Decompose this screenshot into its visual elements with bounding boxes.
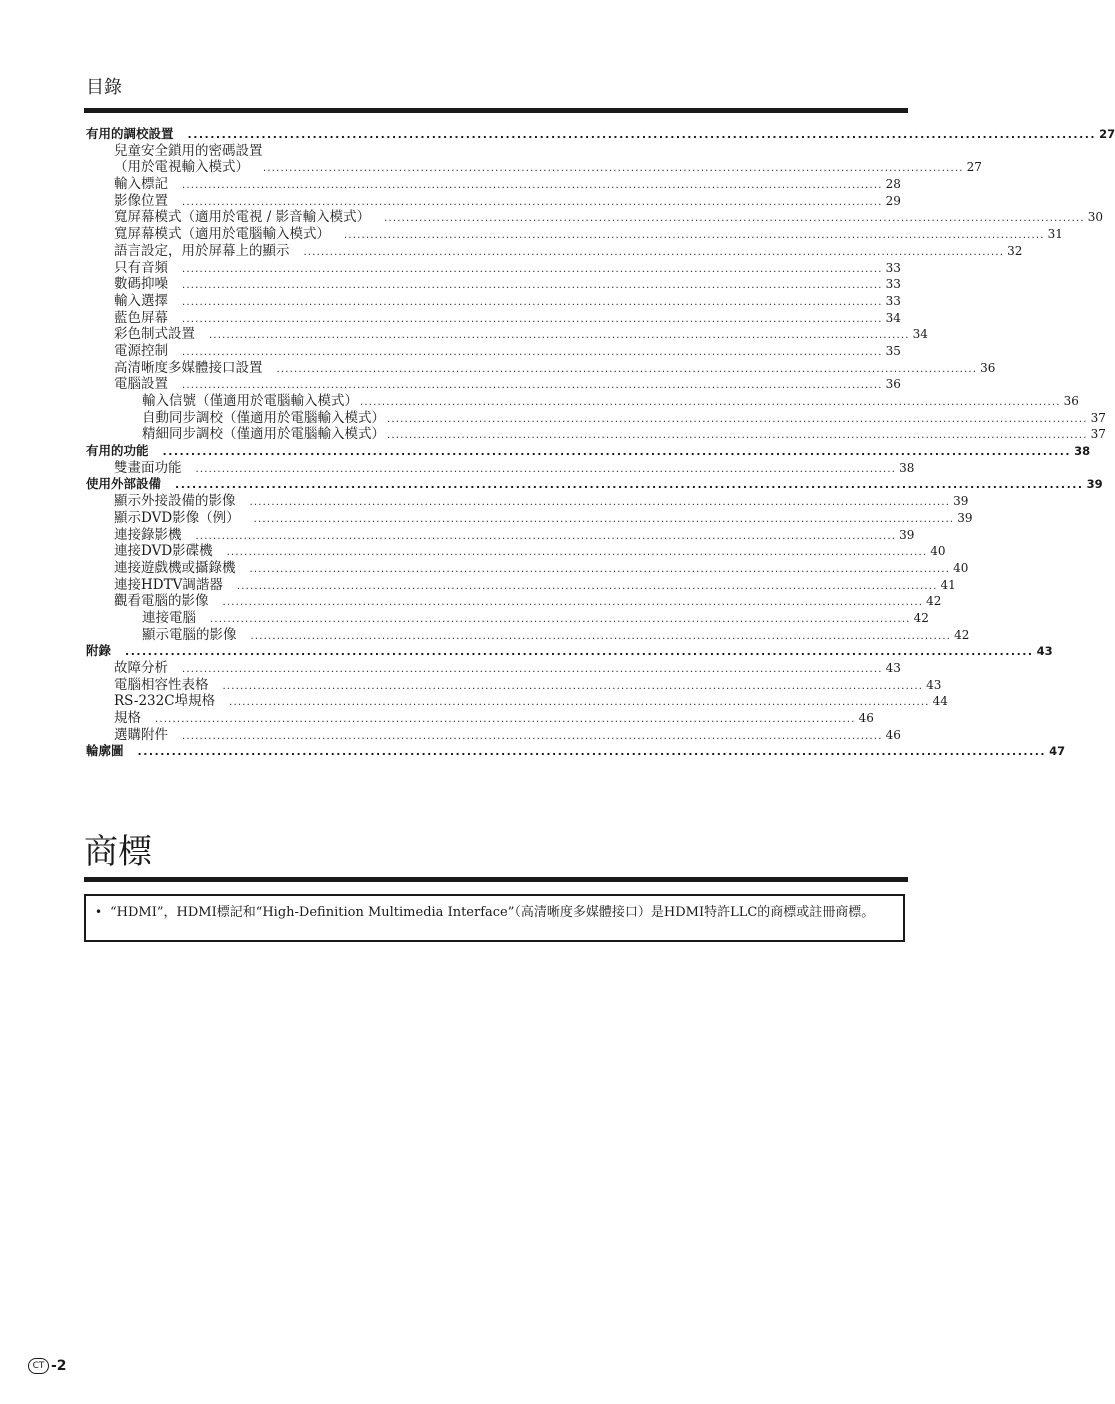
toc-dot-leader: ................................................................................................................................................................	[344, 230, 1045, 242]
toc-entry	[86, 192, 901, 210]
toc-dot-leader: ................................................................................................................................................................	[162, 445, 1072, 459]
toc-dot-leader: ................................................................................................................................................................	[263, 163, 964, 175]
toc-entry-title: 故障分析	[114, 660, 168, 676]
toc-entry	[86, 693, 948, 710]
toc-entry	[86, 292, 901, 310]
toc-entry	[86, 509, 973, 527]
toc-dot-leader: ................................................................................................................................................................	[210, 613, 911, 625]
toc-entry-title: 雙畫面功能	[114, 459, 182, 476]
toc-dot-leader: ................................................................................................................................................................	[195, 463, 897, 475]
toc-dot-leader: ................................................................................................................................................................	[182, 313, 883, 325]
toc-entry-title: 輸入標記	[114, 176, 168, 193]
toc-dot-leader: ................................................................................................................................................................	[182, 380, 883, 392]
toc-dot-leader: ................................................................................................................................................................	[222, 680, 924, 692]
toc-dot-leader: ................................................................................................................................................................	[303, 246, 1005, 258]
toc-entry-page: 30	[1087, 210, 1104, 225]
toc-entry-page: 35	[885, 343, 901, 358]
toc-entry-page: 33	[885, 277, 901, 292]
toc-heading-rule	[84, 108, 908, 113]
toc-entry	[86, 576, 956, 594]
toc-dot-leader: ................................................................................................................................................................	[182, 730, 883, 742]
toc-entry	[86, 426, 1106, 443]
toc-entry-title: 只有音頻	[114, 259, 168, 276]
toc-entry	[86, 359, 996, 377]
toc-dot-leader: ................................................................................................................................................................	[182, 664, 883, 675]
toc-entry-title: 兒童安全鎖用的密碼設置	[114, 142, 263, 159]
toc-entry-title: 精細同步調校（僅適用於電腦輸入模式）	[142, 426, 385, 443]
toc-entry-page: 38	[899, 460, 915, 475]
toc-entry	[86, 593, 942, 610]
toc-entry-page: 37	[1090, 427, 1106, 442]
toc-entry	[86, 526, 915, 544]
toc-entry-page: 33	[885, 260, 901, 275]
toc-entry-page: 36	[980, 360, 996, 375]
toc-dot-leader: ................................................................................................................................................................	[229, 697, 930, 709]
toc-entry-title: 輸入選擇	[114, 292, 168, 309]
toc-entry	[86, 476, 1103, 493]
toc-dot-leader: ................................................................................................................................................................	[236, 580, 938, 592]
trademark-notice-box	[84, 894, 905, 942]
toc-dot-leader: ................................................................................................................................................................	[182, 263, 883, 275]
toc-entry-title: 電腦相容性表格	[114, 676, 209, 693]
language-badge: CT	[28, 1358, 49, 1374]
toc-entry-page: 43	[1036, 644, 1053, 659]
toc-entry	[86, 660, 901, 677]
toc-entry-title: 選購附件	[114, 726, 168, 743]
toc-entry	[86, 342, 901, 360]
toc-dot-leader: ................................................................................................................................................................	[137, 745, 1047, 759]
toc-dot-leader: ................................................................................................................................................................	[360, 397, 1061, 408]
toc-entry	[86, 743, 1066, 760]
toc-entry	[86, 676, 942, 694]
toc-dot-leader: ................................................................................................................................................................	[182, 280, 883, 292]
toc-entry-page: 46	[858, 711, 874, 726]
toc-entry-page: 46	[885, 727, 901, 742]
toc-dot-leader: ................................................................................................................................................................	[253, 513, 955, 525]
toc-dot-leader: ................................................................................................................................................................	[226, 547, 928, 559]
toc-entry-title: 顯示電腦的影像	[142, 626, 237, 643]
toc-entry-page: 41	[940, 577, 956, 592]
toc-entry	[86, 409, 1106, 427]
toc-heading: 目錄	[86, 77, 122, 98]
toc-dot-leader: ................................................................................................................................................................	[125, 645, 1034, 659]
toc-entry-title: 規格	[114, 710, 141, 727]
toc-entry	[86, 643, 1053, 660]
toc-entry-title: 電源控制	[114, 342, 168, 359]
toc-dot-leader: ................................................................................................................................................................	[187, 128, 1097, 141]
toc-entry	[86, 159, 982, 176]
trademark-heading: 商標	[84, 832, 152, 872]
toc-entry-title: 連接DVD影碟機	[114, 543, 213, 560]
toc-dot-leader: ................................................................................................................................................................	[182, 180, 883, 192]
toc-dot-leader: ................................................................................................................................................................	[175, 478, 1084, 492]
toc-entry	[86, 710, 874, 727]
toc-entry	[86, 726, 901, 744]
toc-entry	[86, 393, 1079, 410]
toc-entry-title: 連接HDTV調諧器	[114, 576, 223, 593]
bullet-icon: •	[95, 905, 103, 919]
toc-entry-title: 寬屏幕模式（適用於電腦輸入模式）	[114, 226, 330, 243]
toc-entry-title: 輪廓圖	[86, 743, 124, 759]
toc-entry-title: RS-232C埠規格	[114, 693, 216, 710]
toc-entry-page: 29	[885, 193, 901, 208]
toc-entry-title: 附錄	[86, 643, 112, 659]
toc-entry	[86, 609, 929, 627]
toc-entry-page: 33	[885, 293, 901, 308]
toc-entry	[86, 126, 1115, 143]
toc-dot-leader: ................................................................................................................................................................	[276, 363, 978, 375]
toc-entry-page: 39	[953, 494, 969, 509]
toc-entry-page: 42	[954, 627, 970, 642]
toc-entry	[86, 226, 1063, 243]
toc-entry-page: 39	[899, 527, 915, 542]
toc-entry	[86, 443, 1091, 460]
toc-dot-leader: ................................................................................................................................................................	[182, 196, 883, 208]
toc-entry	[86, 176, 901, 193]
toc-dot-leader: ................................................................................................................................................................	[155, 714, 856, 726]
toc-entry-page: 34	[885, 310, 901, 325]
toc-entry-title: 自動同步調校（僅適用於電腦輸入模式）	[142, 409, 385, 426]
toc-entry-title: 連接遊戲機或攝錄機	[114, 559, 236, 576]
toc-entry-page: 47	[1049, 744, 1066, 759]
toc-entry	[86, 143, 480, 160]
toc-dot-leader: ................................................................................................................................................................	[384, 213, 1085, 225]
toc-entry	[86, 626, 970, 644]
toc-entry	[86, 543, 946, 560]
table-of-contents	[86, 126, 1115, 760]
toc-entry-page: 40	[953, 560, 969, 575]
toc-entry-title: 彩色制式設置	[114, 326, 195, 343]
toc-entry-page: 38	[1074, 444, 1091, 459]
toc-entry-title: （用於電視輸入模式）	[114, 159, 249, 176]
toc-entry-page: 44	[932, 694, 948, 709]
toc-entry	[86, 493, 969, 510]
toc-dot-leader: ................................................................................................................................................................	[249, 497, 951, 509]
toc-entry	[86, 309, 901, 327]
toc-entry-title: 連接錄影機	[114, 526, 182, 543]
toc-entry-title: 有用的功能	[86, 443, 149, 459]
toc-entry	[86, 242, 1023, 260]
toc-entry	[86, 459, 915, 477]
toc-entry-title: 有用的調校設置	[86, 126, 174, 141]
trademark-notice-text: “HDMI”，HDMI標記和“High-Definition Multimedia Interface”（高清晰度多媒體接口）是HDMI特許LLC的商標或註冊商標。	[110, 905, 875, 920]
toc-entry-page: 43	[926, 677, 942, 692]
toc-dot-leader: ................................................................................................................................................................	[182, 346, 883, 358]
toc-entry-page: 40	[930, 544, 946, 559]
toc-dot-leader: ................................................................................................................................................................	[387, 430, 1088, 442]
toc-entry-title: 連接電腦	[142, 609, 196, 626]
toc-entry-title: 語言設定，用於屏幕上的顯示	[114, 242, 290, 259]
toc-entry	[86, 376, 901, 393]
page-number: -2	[51, 1358, 67, 1374]
toc-entry	[86, 209, 1104, 226]
toc-entry-page: 42	[926, 594, 942, 609]
toc-entry	[86, 259, 901, 277]
toc-dot-leader: ................................................................................................................................................................	[387, 413, 1088, 425]
page-footer	[28, 1357, 67, 1375]
toc-dot-leader: ................................................................................................................................................................	[209, 330, 910, 342]
toc-entry-page: 39	[1086, 477, 1103, 492]
toc-entry-title: 影像位置	[114, 192, 168, 209]
toc-entry-page: 43	[885, 661, 901, 675]
toc-entry-title: 顯示外接設備的影像	[114, 493, 236, 510]
toc-dot-leader: ................................................................................................................................................................	[249, 563, 951, 575]
toc-entry-title: 使用外部設備	[86, 476, 162, 492]
trademark-heading-rule	[84, 877, 908, 882]
toc-entry-page: 28	[885, 177, 901, 192]
toc-entry-page: 31	[1047, 227, 1063, 242]
toc-entry	[86, 559, 969, 577]
toc-entry-title: 高清晰度多媒體接口設置	[114, 359, 263, 376]
toc-dot-leader: ................................................................................................................................................................	[182, 296, 883, 308]
toc-entry	[86, 326, 928, 343]
toc-dot-leader: ................................................................................................................................................................	[250, 630, 952, 642]
toc-entry-title: 藍色屏幕	[114, 309, 168, 326]
toc-entry-page: 32	[1007, 243, 1023, 258]
toc-entry-page: 37	[1090, 410, 1106, 425]
toc-entry-title: 數碼抑噪	[114, 276, 168, 293]
toc-entry-title: 觀看電腦的影像	[114, 593, 209, 610]
toc-dot-leader: ................................................................................................................................................................	[222, 597, 924, 609]
toc-entry-title: 顯示DVD影像（例）	[114, 509, 240, 526]
toc-entry-page: 42	[913, 610, 929, 625]
toc-entry-title: 寬屏幕模式（適用於電視 / 影音輸入模式）	[114, 209, 371, 226]
toc-entry	[86, 276, 901, 293]
toc-entry-page: 39	[957, 510, 973, 525]
toc-entry-title: 電腦設置	[114, 376, 168, 393]
toc-entry-page: 34	[912, 327, 928, 342]
toc-entry-page: 36	[885, 377, 901, 392]
toc-entry-page: 36	[1063, 394, 1079, 408]
toc-entry-title: 輸入信號（僅適用於電腦輸入模式）	[142, 393, 358, 409]
toc-dot-leader: ................................................................................................................................................................	[195, 530, 897, 542]
toc-entry-page: 27	[1099, 127, 1115, 141]
toc-entry-page: 27	[966, 160, 982, 175]
